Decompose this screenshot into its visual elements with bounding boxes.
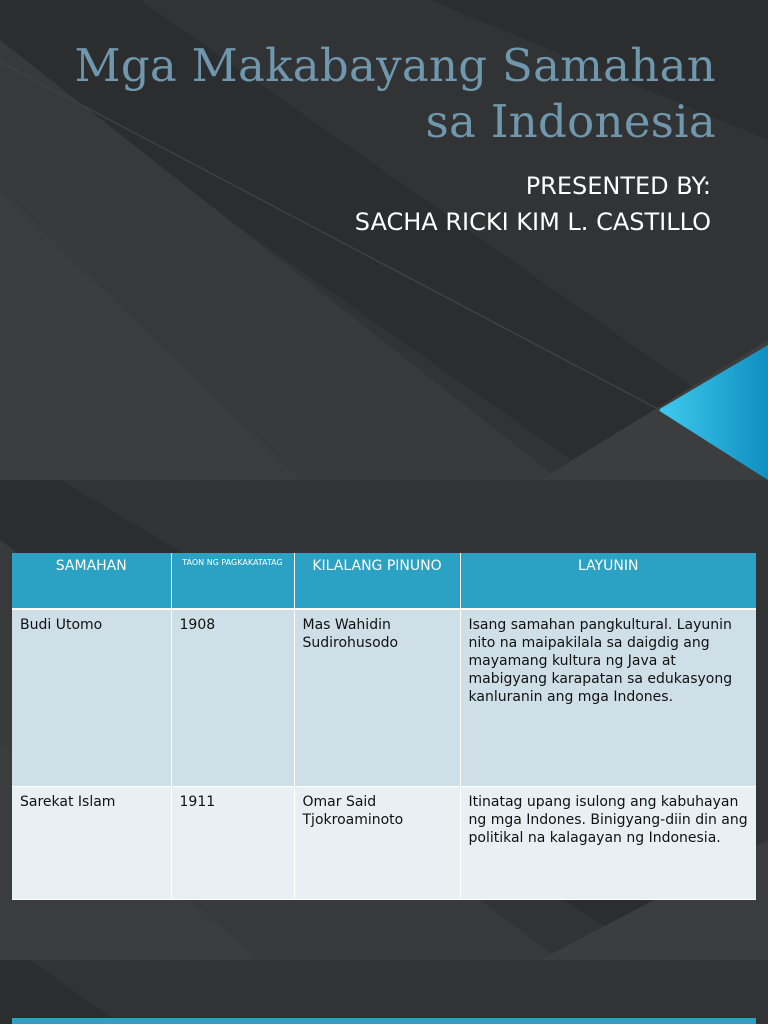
cell-layunin: Isang samahan pangkultural. Layunin nito na maipakilala sa daigdig ang mayamang kultura ng Java at mabigyang karapatan sa edukasyong kanluranin ang mga Indones. bbox=[460, 609, 756, 787]
presented-by-label: PRESENTED BY: bbox=[525, 172, 711, 200]
header-layunin: LAYUNIN bbox=[460, 553, 756, 609]
cell-layunin: Itinatag upang isulong ang kabuhayan ng mga Indones. Binigyang-diin din ang politikal na kalagayan ng Indonesia. bbox=[460, 787, 756, 900]
next-table-header-peek bbox=[12, 1018, 756, 1024]
title-slide bbox=[0, 0, 768, 480]
table-slide bbox=[0, 480, 768, 960]
cell-samahan: Budi Utomo bbox=[12, 609, 171, 787]
table-row bbox=[12, 609, 756, 787]
header-taon: TAON NG PAGKAKATATAG bbox=[171, 553, 294, 609]
cell-samahan: Sarekat Islam bbox=[12, 787, 171, 900]
presenter-name: SACHA RICKI KIM L. CASTILLO bbox=[354, 208, 711, 236]
slide-title bbox=[16, 38, 716, 150]
table-header-row bbox=[12, 553, 756, 609]
table-row bbox=[12, 787, 756, 900]
cell-pinuno: Omar Said Tjokroaminoto bbox=[294, 787, 460, 900]
slide-background bbox=[0, 960, 768, 1024]
next-slide-partial bbox=[0, 960, 768, 1024]
cell-taon: 1911 bbox=[171, 787, 294, 900]
presenter-block bbox=[111, 168, 711, 240]
organizations-table bbox=[12, 553, 756, 900]
cell-taon: 1908 bbox=[171, 609, 294, 787]
header-pinuno: KILALANG PINUNO bbox=[294, 553, 460, 609]
header-samahan: SAMAHAN bbox=[12, 553, 171, 609]
cell-pinuno: Mas Wahidin Sudirohusodo bbox=[294, 609, 460, 787]
title-line-2: sa Indonesia bbox=[425, 95, 716, 148]
title-line-1: Mga Makabayang Samahan bbox=[74, 39, 716, 92]
